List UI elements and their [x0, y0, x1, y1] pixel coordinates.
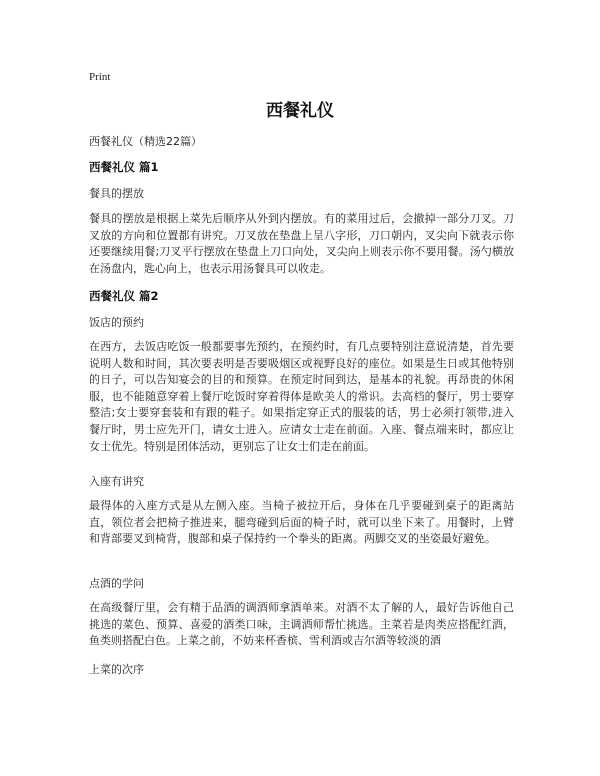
- section-2-subheading: 饭店的预约: [89, 316, 144, 329]
- section-1-title: 西餐礼仪 篇1: [89, 160, 159, 174]
- page-title: 西餐礼仪: [266, 101, 334, 121]
- section-2-subheading-4: 上菜的次序: [89, 663, 144, 676]
- print-label: Print: [89, 71, 111, 83]
- section-2-title: 西餐礼仪 篇2: [89, 289, 159, 303]
- section-1-subheading: 餐具的摆放: [89, 187, 144, 200]
- section-2-subheading-3: 点酒的学问: [89, 577, 144, 590]
- section-2-paragraph-2: 最得体的入座方式是从左侧入座。当椅子被拉开后，身体在几乎要碰到桌子的距离站直，领位者会把椅子推进来，腿弯碰到后面的椅子时，就可以坐下来了。用餐时，上臂和背部要叉到椅背，腹部和桌子保持约一个拳头的距离。两脚交叉的坐姿最好避免。: [89, 499, 514, 546]
- section-2-paragraph-3: 在高级餐厅里，会有精于品酒的调酒师拿酒单来。对酒不太了解的人，最好告诉他自己挑选的菜色、预算、喜爱的酒类口味，主调酒师帮忙挑选。主菜若是肉类应搭配红酒，鱼类则搭配白色。上菜之前，不妨来杯香槟、雪利酒或吉尔酒等较淡的酒: [89, 601, 514, 648]
- section-1-paragraph: 餐具的摆放是根据上菜先后顺序从外到内摆放。有的菜用过后，会撤掉一部分刀叉。刀叉放的方向和位置都有讲究。刀叉放在垫盘上呈八字形，刀口朝内，叉尖向下就表示你还要继续用餐;刀叉平行摆放在垫盘上刀口向处，叉尖向上则表示你不要用餐。汤勺横放在汤盘内，匙心向上，也表示用汤餐具可以收走。: [89, 212, 514, 275]
- section-2-subheading-2: 入座有讲究: [89, 475, 144, 488]
- document-subtitle: 西餐礼仪（精选22篇）: [89, 135, 202, 148]
- section-2-paragraph: 在西方，去饭店吃饭一般都要事先预约，在预约时，有几点要特别注意说清楚，首先要说明人数和时间，其次要表明是否要吸烟区或视野良好的座位。如果是生日或其他特别的日子，可以告知宴会的目的和预算。在预定时间到达，是基本的礼貌。再昂贵的休闲服，也不能随意穿着上餐厅吃饭时穿着得体是欧美人的常识。去高档的餐厅，男士要穿整洁;女士要穿套装和有跟的鞋子。如果指定穿正式的服装的话，男士必须打领带,进入餐厅时，男士应先开门，请女士进入。应请女士走在前面。入座、餐点端来时，都应让女士优先。特别是团体活动，更别忘了让女士们走在前面。: [89, 340, 514, 453]
